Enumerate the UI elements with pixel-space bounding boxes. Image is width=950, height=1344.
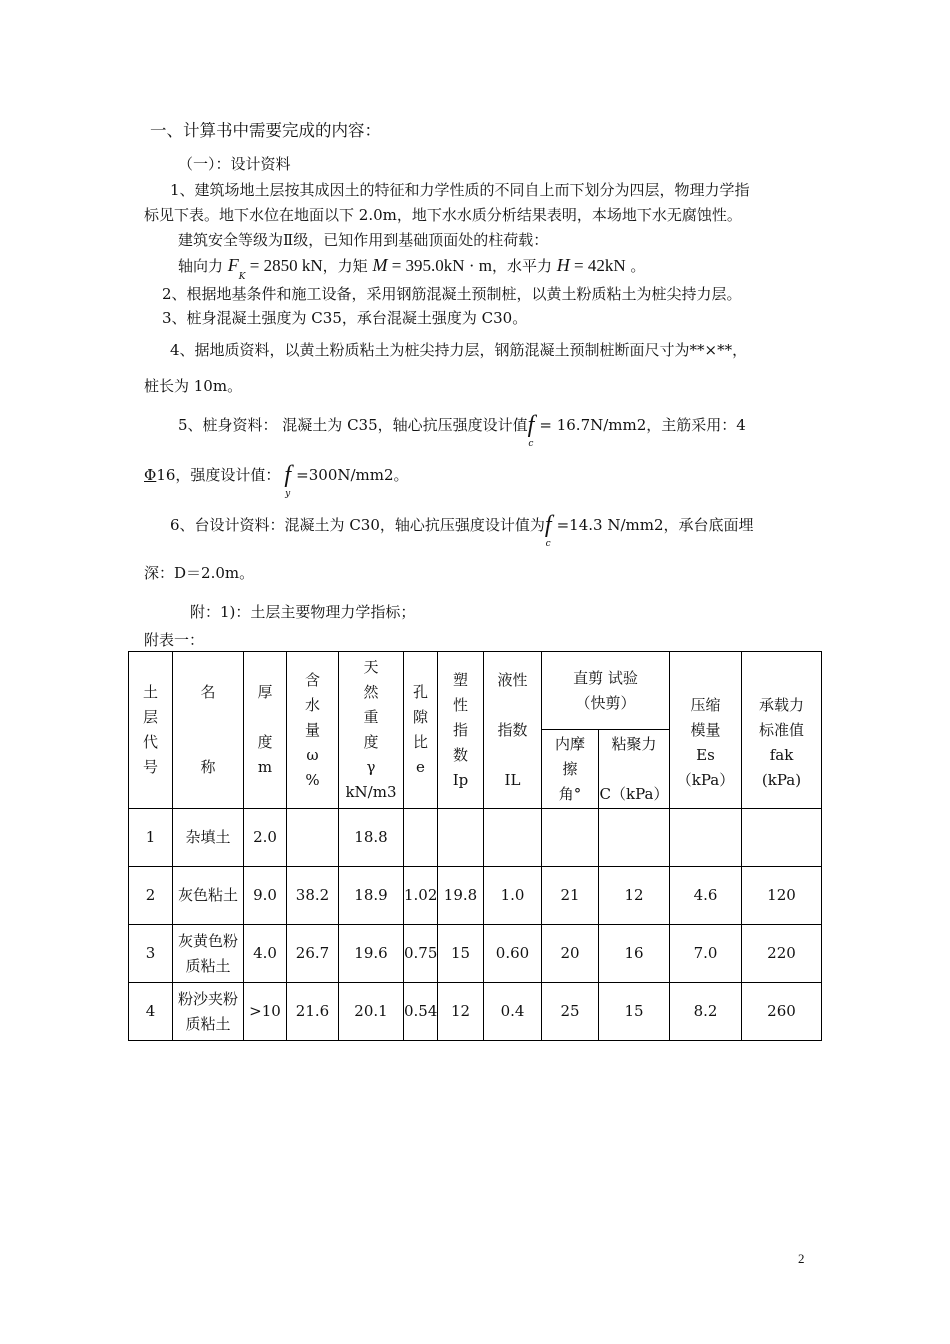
moment-symbol: M (372, 255, 388, 275)
header-layer-code: 土 层 代 号 (129, 652, 173, 809)
header-unit-weight: 天 然 重 度 γ kN/m3 (339, 652, 404, 809)
cell-water (287, 809, 339, 867)
soil-properties-table (128, 651, 822, 1041)
cell-unit-weight: 19.6 (339, 925, 404, 983)
paragraph-6-line-2: 深：D＝2.0m。 (144, 564, 255, 582)
cell-thickness: 4.0 (244, 925, 287, 983)
paragraph-3: 3、桩身混凝土强度为 C35，承台混凝土强度为 C30。 (162, 309, 528, 327)
header-bearing-capacity: 承载力 标准值 fak (kPa) (742, 652, 822, 809)
paragraph-1-line-1: 1、建筑场地土层按其成因土的特征和力学性质的不同自上而下划分为四层，物理力学指 (170, 181, 750, 199)
cell-thickness: 2.0 (244, 809, 287, 867)
cell-friction: 21 (542, 867, 599, 925)
cell-friction (542, 809, 599, 867)
moment-label: ，力矩 (322, 257, 368, 275)
load-line-end: 。 (625, 257, 646, 275)
axial-force-subscript: K (238, 272, 246, 282)
fc2-subscript: c (545, 539, 551, 549)
header-thickness: 厚 度 m (244, 652, 287, 809)
cell-cohesion (599, 809, 670, 867)
paragraph-1-line-2: 标见下表。地下水位在地面以下 2.0m，地下水水质分析结果表明，本场地下水无腐蚀性。 (144, 206, 742, 224)
cell-code: 4 (129, 983, 173, 1041)
cell-name: 灰黄色粉质粘土 (173, 925, 244, 983)
appendix-note: 附：1)：土层主要物理力学指标； (190, 603, 416, 621)
cell-capacity: 220 (742, 925, 822, 983)
header-compression-modulus: 压缩 模量 Es （kPa） (670, 652, 742, 809)
cell-thickness: >10 (244, 983, 287, 1041)
header-name: 名 称 (173, 652, 244, 809)
cell-modulus: 8.2 (670, 983, 742, 1041)
paragraph-5-line-2 (144, 462, 409, 499)
cell-unit-weight: 18.8 (339, 809, 404, 867)
cell-plastic: 12 (438, 983, 484, 1041)
cell-unit-weight: 20.1 (339, 983, 404, 1041)
fc-symbol: f (527, 412, 535, 438)
cell-code: 1 (129, 809, 173, 867)
cell-liquid: 1.0 (484, 867, 542, 925)
header-void-ratio: 孔 隙 比 e (404, 652, 438, 809)
cell-water: 21.6 (287, 983, 339, 1041)
fc-subscript: c (528, 439, 534, 449)
cell-water: 26.7 (287, 925, 339, 983)
cell-unit-weight: 18.9 (339, 867, 404, 925)
cell-void (404, 809, 438, 867)
cell-code: 3 (129, 925, 173, 983)
header-liquidity-index: 液性 指数 IL (484, 652, 542, 809)
header-water-content: 含 水 量 ω % (287, 652, 339, 809)
p5-line2-post: =300N/mm2。 (296, 466, 409, 484)
page-number: 2 (798, 1251, 805, 1266)
axial-force-symbol: F (227, 255, 239, 275)
table-row (129, 983, 822, 1041)
rebar-symbol: Φ (144, 466, 157, 484)
table-caption: 附表一： (144, 631, 205, 649)
cell-water: 38.2 (287, 867, 339, 925)
cell-capacity: 120 (742, 867, 822, 925)
cell-plastic (438, 809, 484, 867)
fy-symbol: f (284, 462, 292, 488)
cell-capacity: 260 (742, 983, 822, 1041)
cell-void: 1.02 (404, 867, 438, 925)
cell-friction: 20 (542, 925, 599, 983)
header-cohesion: 粘聚力 C（kPa） (599, 730, 670, 809)
cell-name: 杂填土 (173, 809, 244, 867)
cell-name: 粉沙夹粉质粘土 (173, 983, 244, 1041)
cell-liquid (484, 809, 542, 867)
p6-text-pre: 6、台设计资料：混凝土为 C30，轴心抗压强度设计值为 (170, 516, 545, 534)
cell-cohesion: 16 (599, 925, 670, 983)
header-friction-angle: 内摩 擦 角° (542, 730, 599, 809)
paragraph-2: 2、根据地基条件和施工设备，采用钢筋混凝土预制桩，以黄土粉质粘土为桩尖持力层。 (162, 285, 742, 303)
cell-thickness: 9.0 (244, 867, 287, 925)
cell-cohesion: 15 (599, 983, 670, 1041)
paragraph-6-line-1 (170, 512, 754, 549)
section-title: 一、计算书中需要完成的内容： (150, 121, 381, 140)
moment-value: = 395.0kN · m (387, 256, 492, 275)
fc2-symbol: f (544, 512, 552, 538)
cell-friction: 25 (542, 983, 599, 1041)
table-row (129, 867, 822, 925)
cell-void: 0.54 (404, 983, 438, 1041)
cell-code: 2 (129, 867, 173, 925)
p5-text-pre: 5、桩身资料： 混凝土为 C35，轴心抗压强度设计值 (178, 416, 528, 434)
table-row (129, 809, 822, 867)
cell-cohesion: 12 (599, 867, 670, 925)
header-direct-shear: 直剪 试验 （快剪） (542, 652, 670, 730)
p5-line2-pre: 16，强度设计值： (156, 466, 281, 484)
cell-modulus: 7.0 (670, 925, 742, 983)
horizontal-force-symbol: H (556, 255, 570, 275)
table-row (129, 925, 822, 983)
axial-force-label: 轴向力 (178, 257, 224, 275)
header-plasticity-index: 塑 性 指 数 Ip (438, 652, 484, 809)
horizontal-force-label: ，水平力 (491, 257, 552, 275)
paragraph-5-line-1 (178, 412, 746, 449)
load-values-line (178, 255, 646, 282)
cell-plastic: 15 (438, 925, 484, 983)
p6-text-post: =14.3 N/mm2，承台底面埋 (556, 516, 754, 534)
cell-liquid: 0.60 (484, 925, 542, 983)
cell-capacity (742, 809, 822, 867)
cell-name: 灰色粘土 (173, 867, 244, 925)
axial-force-value: = 2850 kN (245, 256, 323, 275)
cell-plastic: 19.8 (438, 867, 484, 925)
paragraph-4-line-2: 桩长为 10m。 (144, 377, 243, 395)
cell-modulus: 4.6 (670, 867, 742, 925)
fy-subscript: y (285, 489, 291, 499)
cell-liquid: 0.4 (484, 983, 542, 1041)
horizontal-force-value: = 42kN (569, 256, 626, 275)
p5-text-post: = 16.7N/mm2，主筋采用：4 (539, 416, 746, 434)
cell-void: 0.75 (404, 925, 438, 983)
subsection-title: （一）：设计资料 (178, 155, 291, 173)
paragraph-1-line-3: 建筑安全等级为Ⅱ级，已知作用到基础顶面处的柱荷载： (178, 231, 549, 249)
paragraph-4-line-1: 4、据地质资料，以黄土粉质粘土为桩尖持力层，钢筋混凝土预制桩断面尺寸为**×**， (170, 341, 748, 359)
cell-modulus (670, 809, 742, 867)
